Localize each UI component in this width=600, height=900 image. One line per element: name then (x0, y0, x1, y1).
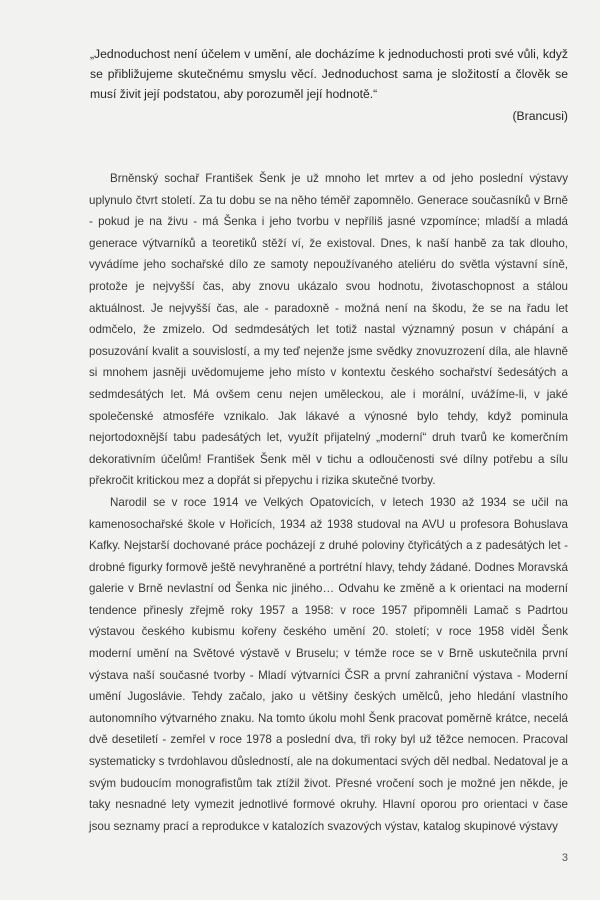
epigraph-quote: „Jednoduchost není účelem v umění, ale docházíme k jednoduchosti proti své vůli, když se přibližujeme skutečnému smyslu věcí. Jednoduchost sama je složitostí a člověk se musí živit její podstatou, aby porozuměl její hodnotě.“ (90, 47, 568, 101)
paragraph: Brněnský sochař František Šenk je už mnoho let mrtev a od jeho poslední výstavy uplynulo čtvrt století. Za tu dobu se na něho téměř zapomnělo. Generace současníků v Brně - pokud je na živu - má Šenka i jeho tvorbu v nepříliš jasné vzpomínce; mladší a mladá generace výtvarníků a teoretiků stěží ví, že existoval. Dnes, k naší hanbě za tak dlouho, vyvádíme jeho sochařské dílo ze samoty nepoužívaného ateliéru do světla výstavní síně, protože je nejvyšší čas, aby znovu ukázalo svou hodnotu, životaschopnost a stálou aktuálnost. Je nejvyšší čas, ale - paradoxně - možná není na škodu, že se na řadu let odmčelo, že zmizelo. Od sedmdesátých let totiž nastal významný posun v chápání a posuzování kvalit a souvislostí, a my teď nejenže jsme svědky znovuzrození díla, ale hlavně si mnohem jasněji uvědomujeme jeho místo v kontextu českého sochařství šedesátých a sedmdesátých let. Má ovšem cenu nejen uměleckou, ale i morální, uvážíme-li, v jaké společenské atmosféře vznikalo. Jak lákavé a výnosné bylo tehdy, když pominula nejortodoxnější tabu padesátých let, využít přijatelný „moderní“ druh tvarů ke komerčním dekorativním účelům! František Šenk měl v tichu a odloučenosti své dílny potřebu a sílu překročit kritickou mez a dopřát si přepychu i rizika skutečné tvorby. (89, 172, 568, 488)
paragraph: Narodil se v roce 1914 ve Velkých Opatovicích, v letech 1930 až 1934 se učil na kamenosochařské škole v Hořicích, 1934 až 1938 studoval na AVU u profesora Bohuslava Kafky. Nejstarší dochované práce pocházejí z druhé poloviny čtyřicátých a z padesátých let - drobné figurky formově ještě nevyhraněné a portrétní hlavy, tehdy žádané. Dodnes Moravská galerie v Brně nevlastní od Šenka nic jiného… Odvahu ke změně a k orientaci na moderní tendence přinesly zřejmě roky 1957 a 1958: v roce 1957 připomněli Lamač s Padrtou výstavou českého kubismu kořeny českého umění 20. století; v roce 1958 viděl Šenk moderní umění na Světové výstavě v Bruselu; v témže roce se v Brně uskutečnila první výstava naší současné tvorby - Mladí výtvarníci ČSR a první zahraniční výstava - Moderní umění Jugoslávie. Tehdy začalo, jako u většiny českých umělců, jeho hledání vlastního autonomního výtvarného znaku. Na tomto úkolu mohl Šenk pracovat poměrně krátce, necelá dvě desetiletí - zemřel v roce 1978 a poslední dva, tři roky byl už těžce nemocen. Pracoval systematicky s tvrdohlavou důsledností, ale na dokumentaci svých děl nedbal. Nedatoval je a svým budoucím monografistům tak ztížil život. Přesné vročení soch je možné jen někde, je taky nesnadné lety vymezit jednotlivé formové okruhy. Hlavní oporou pro orientaci v čase jsou seznamy prací a reprodukce v katalozích svazových výstav, katalog skupinové výstavy (89, 495, 568, 833)
page-number: 3 (561, 852, 568, 864)
body-text (89, 168, 568, 837)
epigraph (90, 44, 568, 126)
epigraph-author: (Brancusi) (512, 109, 568, 123)
